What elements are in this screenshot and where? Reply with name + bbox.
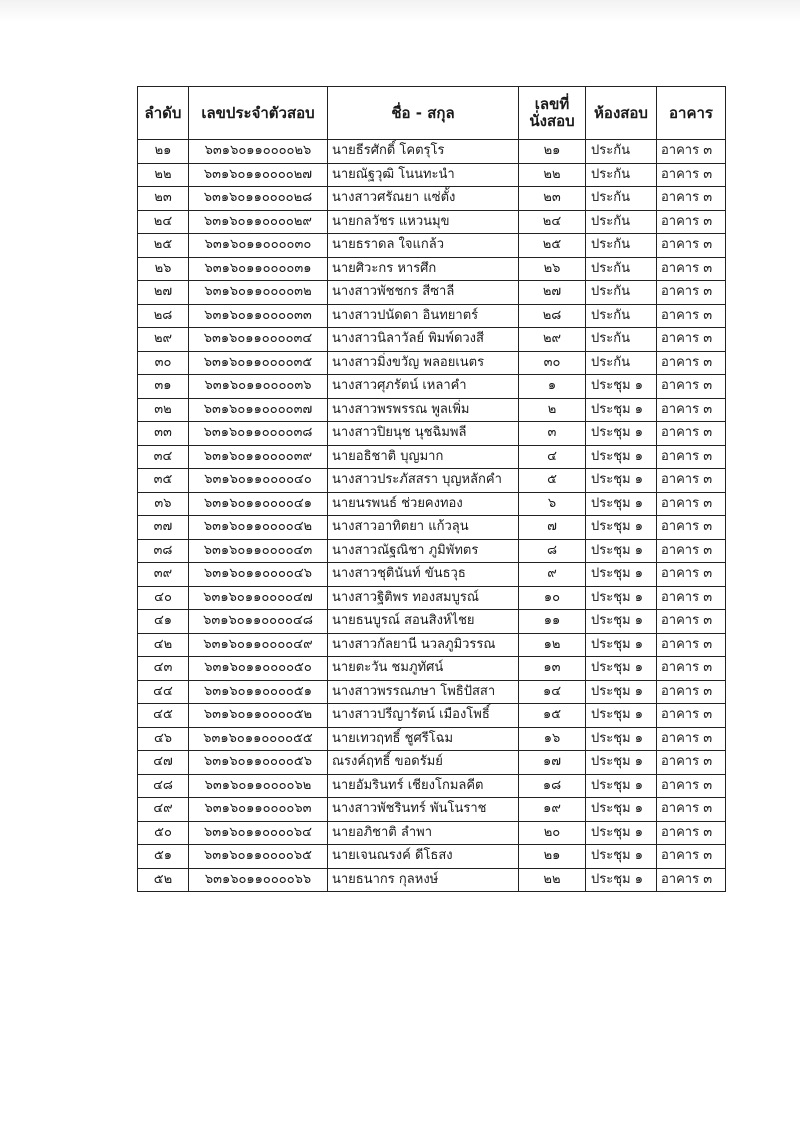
- cell-seq: ๔๘: [138, 774, 189, 798]
- cell-building: อาคาร ๓: [657, 328, 726, 352]
- cell-seq: ๔๑: [138, 610, 189, 634]
- cell-name: นายธราดล ใจแกล้ว: [328, 234, 519, 258]
- cell-room: ประกัน: [586, 187, 657, 211]
- cell-building: อาคาร ๓: [657, 351, 726, 375]
- cell-building: อาคาร ๓: [657, 610, 726, 634]
- cell-room: ประชุม ๑: [586, 821, 657, 845]
- cell-exam-id: ๖๓๑๖๐๑๑๐๐๐๐๖๖: [189, 868, 328, 892]
- cell-building: อาคาร ๓: [657, 798, 726, 822]
- cell-room: ประชุม ๑: [586, 375, 657, 399]
- cell-building: อาคาร ๓: [657, 234, 726, 258]
- cell-building: อาคาร ๓: [657, 469, 726, 493]
- cell-exam-id: ๖๓๑๖๐๑๑๐๐๐๐๔๘: [189, 610, 328, 634]
- cell-seq: ๓๖: [138, 492, 189, 516]
- table-row: [138, 610, 726, 634]
- cell-seat: ๕: [519, 469, 586, 493]
- cell-exam-id: ๖๓๑๖๐๑๑๐๐๐๐๖๕: [189, 845, 328, 869]
- cell-seat: ๑๒: [519, 633, 586, 657]
- cell-building: อาคาร ๓: [657, 868, 726, 892]
- cell-seq: ๔๔: [138, 680, 189, 704]
- cell-room: ประชุม ๑: [586, 516, 657, 540]
- table-row: [138, 422, 726, 446]
- header-building: อาคาร: [657, 87, 726, 140]
- cell-seq: ๒๒: [138, 163, 189, 187]
- cell-exam-id: ๖๓๑๖๐๑๑๐๐๐๐๖๓: [189, 798, 328, 822]
- cell-name: นายอภิชาติ ลำพา: [328, 821, 519, 845]
- cell-exam-id: ๖๓๑๖๐๑๑๐๐๐๐๕๑: [189, 680, 328, 704]
- cell-seq: ๕๐: [138, 821, 189, 845]
- cell-building: อาคาร ๓: [657, 680, 726, 704]
- cell-room: ประชุม ๑: [586, 469, 657, 493]
- cell-exam-id: ๖๓๑๖๐๑๑๐๐๐๐๒๘: [189, 187, 328, 211]
- cell-exam-id: ๖๓๑๖๐๑๑๐๐๐๐๕๕: [189, 727, 328, 751]
- cell-exam-id: ๖๓๑๖๐๑๑๐๐๐๐๔๖: [189, 563, 328, 587]
- cell-exam-id: ๖๓๑๖๐๑๑๐๐๐๐๓๙: [189, 445, 328, 469]
- cell-seq: ๔๒: [138, 633, 189, 657]
- cell-seat: ๘: [519, 539, 586, 563]
- cell-seat: ๒๘: [519, 304, 586, 328]
- cell-seat: ๗: [519, 516, 586, 540]
- cell-building: อาคาร ๓: [657, 163, 726, 187]
- cell-name: นางสาวพัชชกร สีซาลี: [328, 281, 519, 305]
- cell-seq: ๔๕: [138, 704, 189, 728]
- cell-seat: ๒๑: [519, 845, 586, 869]
- table-row: [138, 234, 726, 258]
- cell-seat: ๑: [519, 375, 586, 399]
- header-seq: ลำดับ: [138, 87, 189, 140]
- exam-seating-table: [137, 86, 726, 892]
- table-row: [138, 351, 726, 375]
- cell-seq: ๓๓: [138, 422, 189, 446]
- cell-room: ประชุม ๑: [586, 680, 657, 704]
- cell-seat: ๙: [519, 563, 586, 587]
- cell-seat: ๔: [519, 445, 586, 469]
- cell-seat: ๑๔: [519, 680, 586, 704]
- cell-exam-id: ๖๓๑๖๐๑๑๐๐๐๐๕๖: [189, 751, 328, 775]
- table-row: [138, 680, 726, 704]
- cell-building: อาคาร ๓: [657, 187, 726, 211]
- table-row: [138, 375, 726, 399]
- cell-name: นายกลวัชร แหวนมุข: [328, 210, 519, 234]
- cell-room: ประกัน: [586, 281, 657, 305]
- cell-building: อาคาร ๓: [657, 774, 726, 798]
- cell-building: อาคาร ๓: [657, 657, 726, 681]
- cell-exam-id: ๖๓๑๖๐๑๑๐๐๐๐๓๗: [189, 398, 328, 422]
- cell-room: ประกัน: [586, 351, 657, 375]
- cell-seq: ๒๑: [138, 140, 189, 164]
- cell-room: ประชุม ๑: [586, 798, 657, 822]
- cell-room: ประชุม ๑: [586, 727, 657, 751]
- cell-name: นายเทวฤทธิ์ ชูศรีโฉม: [328, 727, 519, 751]
- cell-name: นายนรพนธ์ ช่วยคงทอง: [328, 492, 519, 516]
- cell-name: นางสาวประภัสสรา บุญหลักคำ: [328, 469, 519, 493]
- table-row: [138, 163, 726, 187]
- cell-room: ประกัน: [586, 234, 657, 258]
- cell-building: อาคาร ๓: [657, 445, 726, 469]
- cell-building: อาคาร ๓: [657, 304, 726, 328]
- table-row: [138, 469, 726, 493]
- cell-room: ประชุม ๑: [586, 704, 657, 728]
- cell-seq: ๒๔: [138, 210, 189, 234]
- cell-building: อาคาร ๓: [657, 422, 726, 446]
- table-row: [138, 774, 726, 798]
- header-room: ห้องสอบ: [586, 87, 657, 140]
- cell-exam-id: ๖๓๑๖๐๑๑๐๐๐๐๓๑: [189, 257, 328, 281]
- cell-seat: ๒๒: [519, 163, 586, 187]
- cell-name: นางสาวนิลาวัลย์ พิมพ์ดวงสี: [328, 328, 519, 352]
- cell-seat: ๓: [519, 422, 586, 446]
- cell-building: อาคาร ๓: [657, 210, 726, 234]
- cell-exam-id: ๖๓๑๖๐๑๑๐๐๐๐๓๒: [189, 281, 328, 305]
- cell-exam-id: ๖๓๑๖๐๑๑๐๐๐๐๕๐: [189, 657, 328, 681]
- table-row: [138, 751, 726, 775]
- cell-seq: ๒๘: [138, 304, 189, 328]
- cell-room: ประชุม ๑: [586, 422, 657, 446]
- cell-building: อาคาร ๓: [657, 821, 726, 845]
- cell-seat: ๒๑: [519, 140, 586, 164]
- header-seat-line2: นั่งสอบ: [529, 112, 575, 130]
- cell-seq: ๓๒: [138, 398, 189, 422]
- cell-building: อาคาร ๓: [657, 633, 726, 657]
- cell-exam-id: ๖๓๑๖๐๑๑๐๐๐๐๓๖: [189, 375, 328, 399]
- cell-name: นางสาวปนัดดา อินทยาตร์: [328, 304, 519, 328]
- cell-exam-id: ๖๓๑๖๐๑๑๐๐๐๐๓๓: [189, 304, 328, 328]
- cell-seq: ๔๐: [138, 586, 189, 610]
- cell-exam-id: ๖๓๑๖๐๑๑๐๐๐๐๒๗: [189, 163, 328, 187]
- cell-exam-id: ๖๓๑๖๐๑๑๐๐๐๐๒๙: [189, 210, 328, 234]
- cell-room: ประกัน: [586, 210, 657, 234]
- cell-seat: ๒๗: [519, 281, 586, 305]
- cell-building: อาคาร ๓: [657, 375, 726, 399]
- cell-room: ประชุม ๑: [586, 398, 657, 422]
- cell-exam-id: ๖๓๑๖๐๑๑๐๐๐๐๔๒: [189, 516, 328, 540]
- cell-name: นางสาวปรีญารัตน์ เมืองโพธิ์: [328, 704, 519, 728]
- cell-seat: ๒: [519, 398, 586, 422]
- cell-name: ณรงค์ฤทธิ์ ขอดรัมย์: [328, 751, 519, 775]
- cell-building: อาคาร ๓: [657, 140, 726, 164]
- table-row: [138, 868, 726, 892]
- cell-room: ประชุม ๑: [586, 845, 657, 869]
- cell-name: นางสาวศรัณยา แซ่ตั้ง: [328, 187, 519, 211]
- cell-seat: ๒๐: [519, 821, 586, 845]
- cell-seat: ๑๕: [519, 704, 586, 728]
- cell-building: อาคาร ๓: [657, 492, 726, 516]
- cell-name: นายอัมรินทร์ เชียงโกมลคีต: [328, 774, 519, 798]
- table-row: [138, 657, 726, 681]
- cell-room: ประชุม ๑: [586, 586, 657, 610]
- table-row: [138, 492, 726, 516]
- table-row: [138, 140, 726, 164]
- cell-name: นายอธิชาติ บุญมาก: [328, 445, 519, 469]
- cell-room: ประชุม ๑: [586, 492, 657, 516]
- scan-edge-shading: [0, 0, 800, 22]
- cell-building: อาคาร ๓: [657, 257, 726, 281]
- cell-exam-id: ๖๓๑๖๐๑๑๐๐๐๐๔๓: [189, 539, 328, 563]
- cell-room: ประชุม ๑: [586, 868, 657, 892]
- cell-seq: ๓๐: [138, 351, 189, 375]
- cell-seq: ๔๓: [138, 657, 189, 681]
- cell-name: นายเจนณรงค์ ดีโธสง: [328, 845, 519, 869]
- cell-seq: ๔๙: [138, 798, 189, 822]
- cell-name: นายธนบูรณ์ สอนสิงห์ไชย: [328, 610, 519, 634]
- cell-seq: ๒๓: [138, 187, 189, 211]
- cell-room: ประชุม ๑: [586, 633, 657, 657]
- table-row: [138, 445, 726, 469]
- cell-room: ประชุม ๑: [586, 563, 657, 587]
- header-exam-id: เลขประจำตัวสอบ: [189, 87, 328, 140]
- cell-seat: ๒๔: [519, 210, 586, 234]
- cell-seat: ๒๓: [519, 187, 586, 211]
- cell-name: นายตะวัน ชมภูทัศน์: [328, 657, 519, 681]
- cell-name: นางสาวปิยนุช นุชฉิมพลี: [328, 422, 519, 446]
- cell-exam-id: ๖๓๑๖๐๑๑๐๐๐๐๖๔: [189, 821, 328, 845]
- table-row: [138, 563, 726, 587]
- cell-name: นายธีรศักดิ์ โคตรุโร: [328, 140, 519, 164]
- cell-seq: ๓๑: [138, 375, 189, 399]
- cell-room: ประชุม ๑: [586, 610, 657, 634]
- cell-seat: ๑๗: [519, 751, 586, 775]
- cell-name: นางสาวพรรณภษา โพธิปัสสา: [328, 680, 519, 704]
- cell-exam-id: ๖๓๑๖๐๑๑๐๐๐๐๔๗: [189, 586, 328, 610]
- cell-seat: ๑๖: [519, 727, 586, 751]
- cell-exam-id: ๖๓๑๖๐๑๑๐๐๐๐๓๕: [189, 351, 328, 375]
- cell-seq: ๔๖: [138, 727, 189, 751]
- cell-name: นางสาวกัลยานี นวลภูมิวรรณ: [328, 633, 519, 657]
- cell-seq: ๓๘: [138, 539, 189, 563]
- table-row: [138, 704, 726, 728]
- cell-exam-id: ๖๓๑๖๐๑๑๐๐๐๐๕๒: [189, 704, 328, 728]
- table-row: [138, 187, 726, 211]
- table-row: [138, 281, 726, 305]
- cell-room: ประชุม ๑: [586, 751, 657, 775]
- cell-room: ประกัน: [586, 304, 657, 328]
- cell-seq: ๕๑: [138, 845, 189, 869]
- cell-exam-id: ๖๓๑๖๐๑๑๐๐๐๐๓๘: [189, 422, 328, 446]
- cell-seq: ๓๔: [138, 445, 189, 469]
- cell-seq: ๓๗: [138, 516, 189, 540]
- table-row: [138, 257, 726, 281]
- cell-building: อาคาร ๓: [657, 845, 726, 869]
- cell-seat: ๒๙: [519, 328, 586, 352]
- cell-room: ประกัน: [586, 328, 657, 352]
- cell-building: อาคาร ๓: [657, 563, 726, 587]
- cell-room: ประชุม ๑: [586, 774, 657, 798]
- cell-exam-id: ๖๓๑๖๐๑๑๐๐๐๐๒๖: [189, 140, 328, 164]
- cell-seat: ๒๕: [519, 234, 586, 258]
- cell-seq: ๒๙: [138, 328, 189, 352]
- cell-building: อาคาร ๓: [657, 586, 726, 610]
- cell-seat: ๒๖: [519, 257, 586, 281]
- cell-building: อาคาร ๓: [657, 751, 726, 775]
- cell-name: นางสาวชุตินันท์ ขันธวุธ: [328, 563, 519, 587]
- cell-exam-id: ๖๓๑๖๐๑๑๐๐๐๐๔๐: [189, 469, 328, 493]
- cell-exam-id: ๖๓๑๖๐๑๑๐๐๐๐๔๑: [189, 492, 328, 516]
- cell-seat: ๑๙: [519, 798, 586, 822]
- cell-building: อาคาร ๓: [657, 398, 726, 422]
- cell-room: ประกัน: [586, 140, 657, 164]
- cell-seat: ๓๐: [519, 351, 586, 375]
- cell-name: นายธนากร กุลหงษ์: [328, 868, 519, 892]
- cell-name: นางสาวพรพรรณ พูลเพิ่ม: [328, 398, 519, 422]
- cell-name: นายณัฐวุฒิ โนนทะนำ: [328, 163, 519, 187]
- cell-exam-id: ๖๓๑๖๐๑๑๐๐๐๐๓๔: [189, 328, 328, 352]
- cell-seat: ๖: [519, 492, 586, 516]
- cell-name: นางสาวฐิติพร ทองสมบูรณ์: [328, 586, 519, 610]
- cell-seq: ๒๖: [138, 257, 189, 281]
- header-name: ชื่อ - สกุล: [328, 87, 519, 140]
- cell-building: อาคาร ๓: [657, 281, 726, 305]
- table-body: [138, 140, 726, 892]
- cell-building: อาคาร ๓: [657, 727, 726, 751]
- cell-name: นางสาวณัฐณิชา ภูมิพัทตร: [328, 539, 519, 563]
- cell-building: อาคาร ๓: [657, 704, 726, 728]
- cell-seq: ๕๒: [138, 868, 189, 892]
- cell-seq: ๒๗: [138, 281, 189, 305]
- cell-seq: ๓๕: [138, 469, 189, 493]
- cell-exam-id: ๖๓๑๖๐๑๑๐๐๐๐๖๒: [189, 774, 328, 798]
- table-row: [138, 539, 726, 563]
- table-row: [138, 210, 726, 234]
- table-row: [138, 586, 726, 610]
- cell-seq: ๓๙: [138, 563, 189, 587]
- cell-room: ประกัน: [586, 257, 657, 281]
- cell-name: นางสาวอาทิตยา แก้วลุน: [328, 516, 519, 540]
- table-row: [138, 798, 726, 822]
- cell-room: ประกัน: [586, 163, 657, 187]
- cell-seat: ๑๓: [519, 657, 586, 681]
- cell-seat: ๑๑: [519, 610, 586, 634]
- cell-building: อาคาร ๓: [657, 539, 726, 563]
- table-row: [138, 516, 726, 540]
- table-row: [138, 398, 726, 422]
- cell-seq: ๒๕: [138, 234, 189, 258]
- cell-seat: ๑๘: [519, 774, 586, 798]
- table-row: [138, 633, 726, 657]
- cell-name: นางสาวมิ่งขวัญ พลอยเนตร: [328, 351, 519, 375]
- table-header-row: [138, 87, 726, 140]
- header-seat: [519, 87, 586, 140]
- cell-exam-id: ๖๓๑๖๐๑๑๐๐๐๐๓๐: [189, 234, 328, 258]
- table-row: [138, 821, 726, 845]
- table-row: [138, 727, 726, 751]
- cell-building: อาคาร ๓: [657, 516, 726, 540]
- cell-name: นางสาวพัชรินทร์ พันโนราช: [328, 798, 519, 822]
- cell-exam-id: ๖๓๑๖๐๑๑๐๐๐๐๔๙: [189, 633, 328, 657]
- cell-name: นายศิวะกร หารศึก: [328, 257, 519, 281]
- table-row: [138, 328, 726, 352]
- cell-seat: ๒๒: [519, 868, 586, 892]
- cell-room: ประชุม ๑: [586, 445, 657, 469]
- cell-room: ประชุม ๑: [586, 539, 657, 563]
- cell-name: นางสาวศุภรัตน์ เหลาคำ: [328, 375, 519, 399]
- header-seat-line1: เลขที่: [534, 95, 570, 113]
- cell-room: ประชุม ๑: [586, 657, 657, 681]
- table-row: [138, 845, 726, 869]
- cell-seq: ๔๗: [138, 751, 189, 775]
- cell-seat: ๑๐: [519, 586, 586, 610]
- table-row: [138, 304, 726, 328]
